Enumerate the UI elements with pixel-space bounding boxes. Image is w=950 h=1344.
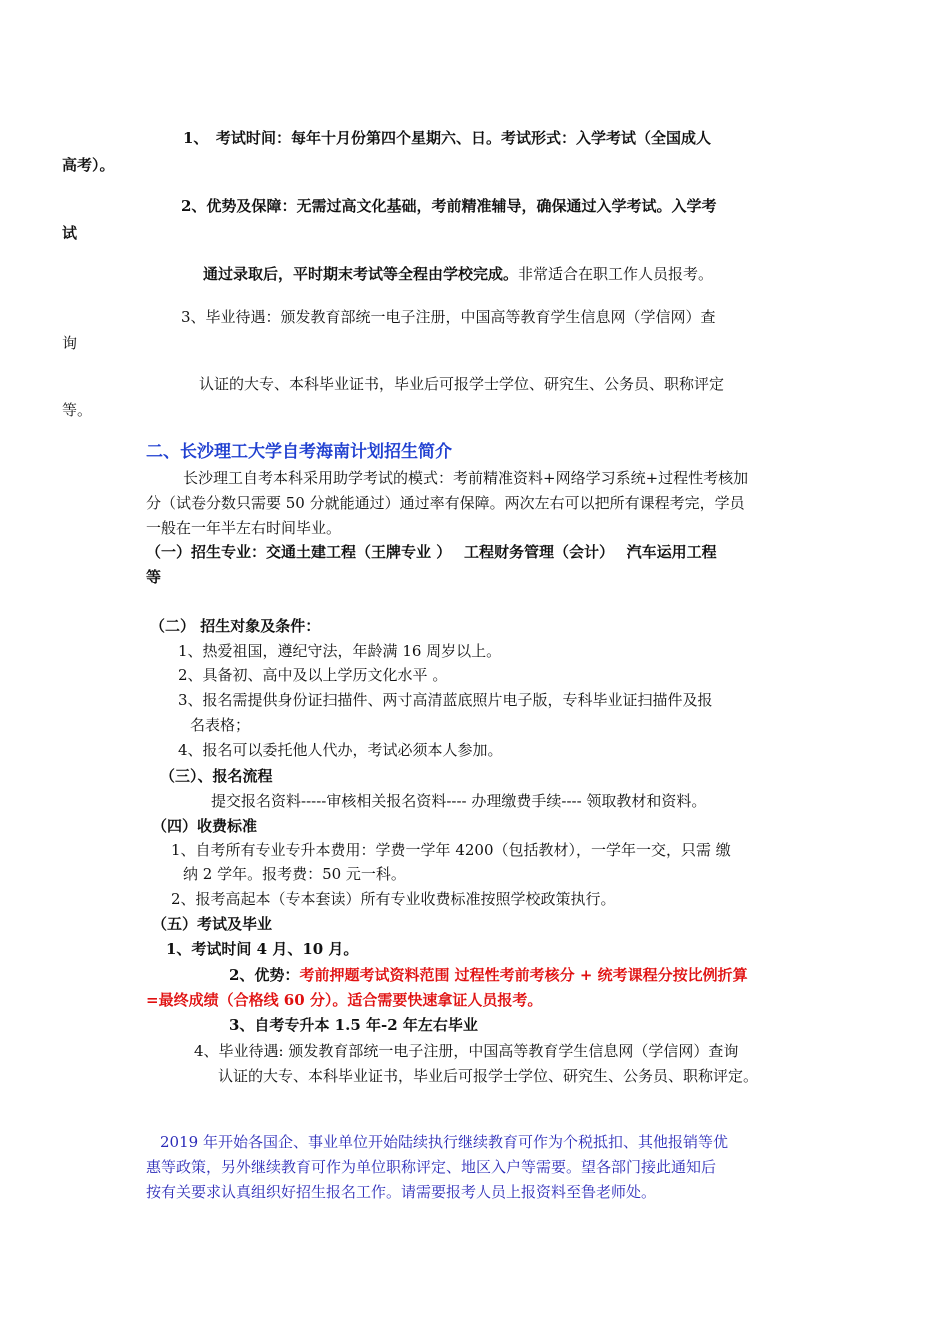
advantage-bold-text: 通过录取后，平时期末考试等全程由学校完成。 (203, 265, 519, 283)
exam-time-line-cont: 高考）。 (62, 156, 115, 174)
advantage-normal-text: 非常适合在职工作人员报考。 (518, 265, 714, 283)
graduation-line-2: 认证的大专、本科毕业证书，毕业后可报学士学位、研究生、公务员、职称评定 (199, 375, 725, 393)
exam-item-3: 3、自考专升本 1.5 年-2 年左右毕业 (229, 1016, 478, 1034)
notice-line-2: 惠等政策，另外继续教育可作为单位职称评定、地区入户等需要。望各部门接此通知后 (146, 1158, 717, 1176)
intro-line-3: 一般在一年半左右时间毕业。 (146, 519, 342, 537)
flow-title: （三）、报名流程 (160, 767, 273, 785)
target-title: （二） 招生对象及条件： (150, 617, 321, 635)
flow-line: 提交报名资料-----审核相关报名资料---- 办理缴费手续---- 领取教材和资料。 (211, 792, 707, 810)
exam-item-1: 1、考试时间 4 月、10 月。 (166, 940, 359, 958)
target-item-3: 3、报名需提供身份证扫描件、两寸高清蓝底照片电子版，专科毕业证扫描件及报 (178, 691, 713, 709)
advantage-line-cont: 试 (62, 224, 78, 242)
graduation-line-2-cont: 等。 (62, 401, 93, 419)
intro-line-2: 分（试卷分数只需要 50 分就能通过）通过率有保障。两次左右可以把所有课程考完，学员 (146, 494, 745, 512)
exam-item-4-cont: 认证的大专、本科毕业证书，毕业后可报学士学位、研究生、公务员、职称评定。 (218, 1067, 759, 1085)
notice-line-3: 按有关要求认真组织好招生报名工作。请需要报考人员上报资料至鲁老师处。 (146, 1183, 657, 1201)
fee-title: （四）收费标准 (152, 817, 258, 835)
target-item-4: 4、报名可以委托他人代办，考试必须本人参加。 (178, 741, 503, 759)
exam-item-4: 4、毕业待遇: 颁发教育部统一电子注册，中国高等教育学生信息网（学信网）查询 (194, 1042, 739, 1060)
exam-item-2-label: 2、优势： (229, 966, 300, 984)
fee-item-1-cont: 纳 2 学年。报考费：50 元一科。 (183, 865, 406, 883)
advantage-line-2 (203, 264, 713, 284)
advantage-line: 2、优势及保障：无需过高文化基础，考前精准辅导，确保通过入学考试。入学考 (181, 197, 717, 215)
notice-line-1: 2019 年开始各国企、事业单位开始陆续执行继续教育可作为个税抵扣、其他报销等优 (160, 1133, 728, 1151)
exam-item-2 (229, 965, 748, 985)
section-title: 二、长沙理工大学自考海南计划招生简介 (146, 442, 452, 462)
fee-item-2: 2、报考高起本（专本套读）所有专业收费标准按照学校政策执行。 (171, 890, 616, 908)
target-item-1: 1、热爱祖国，遵纪守法，年龄满 16 周岁以上。 (178, 642, 502, 660)
exam-title: （五）考试及毕业 (152, 915, 273, 933)
exam-time-line: 1、 考试时间：每年十月份第四个星期六、日。考试形式：入学考试（全国成人 (183, 129, 711, 147)
fee-item-1: 1、自考所有专业专升本费用：学费一学年 4200（包括教材），一学年一交，只需 缴 (171, 841, 731, 859)
target-item-3-cont: 名表格； (190, 716, 251, 734)
target-item-2: 2、具备初、高中及以上学历文化水平 。 (178, 666, 448, 684)
intro-line-1: 长沙理工自考本科采用助学考试的模式：考前精准资料+网络学习系统+过程性考核加 (183, 469, 749, 487)
majors-line-cont: 等 (146, 568, 162, 586)
exam-item-2-highlight: 考前押题考试资料范围 过程性考前考核分 + 统考课程分按比例折算 (299, 966, 748, 984)
graduation-line: 3、毕业待遇：颁发教育部统一电子注册，中国高等教育学生信息网（学信网）查 (181, 308, 716, 326)
exam-item-2-cont: =最终成绩（合格线 60 分）。适合需要快速拿证人员报考。 (146, 991, 543, 1009)
graduation-line-cont: 询 (62, 334, 78, 352)
majors-line: （一）招生专业：交通土建工程（王牌专业 ） 工程财务管理（会计） 汽车运用工程 (146, 543, 717, 561)
